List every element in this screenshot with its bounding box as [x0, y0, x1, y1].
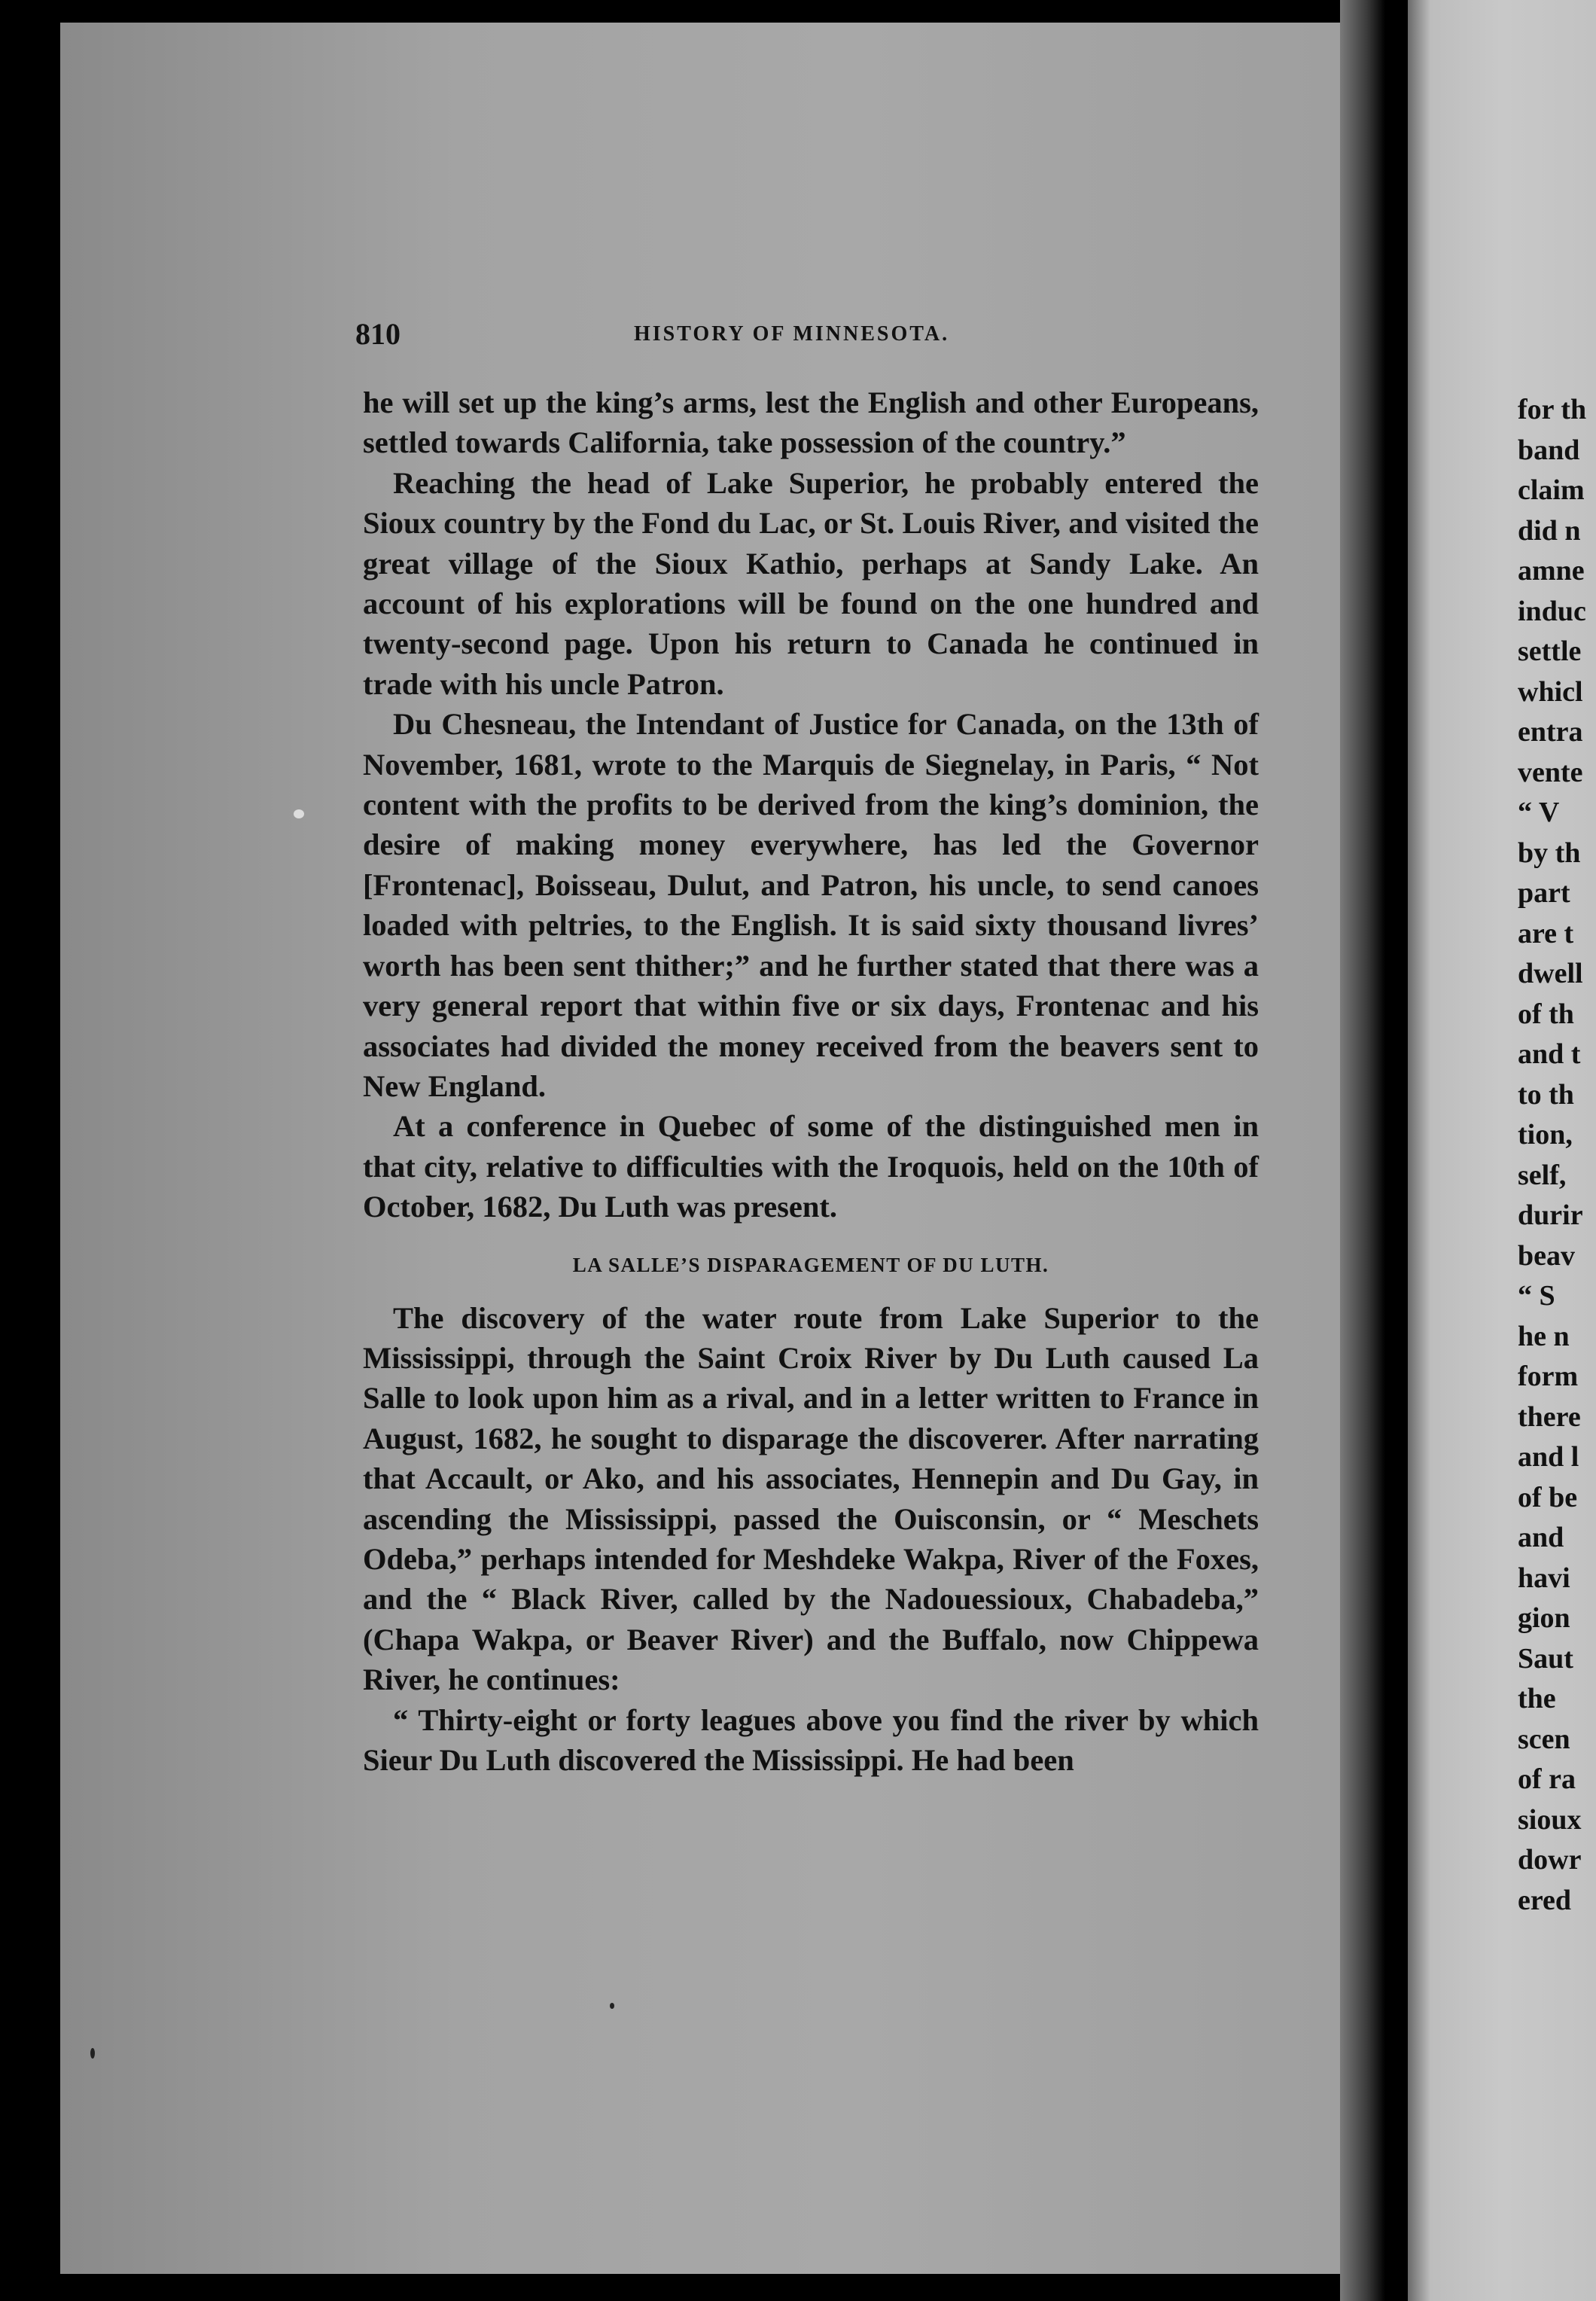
facing-page-line: of ra: [1518, 1763, 1576, 1795]
facing-page-line: settle: [1518, 635, 1582, 667]
scan-speck: [610, 2003, 614, 2009]
scan-speck: [294, 809, 304, 818]
facing-page-line: there: [1518, 1400, 1581, 1433]
facing-page-line: durir: [1518, 1199, 1583, 1231]
facing-page-line: dowr: [1518, 1844, 1582, 1876]
running-head: [355, 316, 1289, 352]
facing-page-line: for th: [1518, 394, 1587, 425]
facing-page-line: to th: [1518, 1078, 1574, 1111]
facing-page-line: “ V: [1518, 797, 1560, 828]
facing-page-line: induc: [1518, 595, 1586, 627]
body-text: [363, 382, 1259, 1780]
facing-page-line: claim: [1518, 474, 1585, 506]
facing-page-line: gion: [1518, 1602, 1570, 1634]
facing-page-line: vente: [1518, 756, 1583, 788]
facing-page-line: part: [1518, 877, 1570, 909]
facing-page-line: of be: [1518, 1481, 1578, 1513]
paragraph: Reaching the head of Lake Superior, he probably entered the Sioux country by the Fond du Lac, or St. Louis River, and visited the great village of the Sioux Kathio, perhaps at Sandy Lake. An account of his explorations will be found on the one hundred and twenty-second page. Upon his return to Canada he continued in trade with his uncle Patron.: [363, 465, 1259, 701]
running-title: HISTORY OF MINNESOTA.: [634, 322, 950, 346]
facing-page-line: beav: [1518, 1239, 1575, 1272]
facing-page-line: by th: [1518, 837, 1581, 869]
facing-page-line: and t: [1518, 1038, 1581, 1070]
facing-page-line: dwell: [1518, 958, 1583, 989]
facing-page-line: form: [1518, 1361, 1579, 1392]
paragraph: The discovery of the water route from Lake Superior to the Mississippi, through the Saint Croix River by Du Luth caused La Salle to look upon him as a rival, and in a letter written to France in August, 1682, he sought to disparage the discoverer. After narrating that Accault, or Ako, and his associates, Hennepin and Du Gay, in ascending the Mississippi, passed the Ouisconsin, or “ Meschets Odeba,” perhaps intended for Meshdeke Wakpa, River of the Foxes, and the “ Black River, called by the Nadouessioux, Chabadeba,” (Chapa Wakpa, or Beaver River) and the Buffalo, now Chippewa River, he continues:: [363, 1300, 1259, 1697]
facing-page-line: are t: [1518, 917, 1574, 949]
facing-page-line: havi: [1518, 1562, 1570, 1594]
facing-page-line: did n: [1518, 514, 1581, 547]
facing-page-line: entra: [1518, 716, 1583, 748]
facing-page-line: tion,: [1518, 1119, 1573, 1150]
facing-page-line: Saut: [1518, 1642, 1573, 1675]
facing-page-line: of th: [1518, 998, 1574, 1030]
facing-page-line: band: [1518, 434, 1580, 466]
scan-speck: [90, 2048, 95, 2059]
facing-page-line: whicl: [1518, 675, 1583, 708]
facing-page-line: scen: [1518, 1723, 1570, 1755]
section-heading: LA SALLE’S DISPARAGEMENT OF DU LUTH.: [572, 1253, 1049, 1276]
paragraph: “ Thirty-eight or forty leagues above you find the river by which Sieur Du Luth discovered the Mississippi. He had been: [363, 1702, 1259, 1777]
facing-page-line: and l: [1518, 1441, 1579, 1473]
facing-page-line: ered: [1518, 1884, 1572, 1916]
page-gutter: [1340, 0, 1385, 2301]
paragraph: he will set up the king’s arms, lest the English and other Europeans, settled towards California, take possession of the country.”: [363, 386, 1259, 460]
facing-page-line: and: [1518, 1522, 1564, 1553]
facing-page-line: sioux: [1518, 1803, 1582, 1836]
paragraph: Du Chesneau, the Intendant of Justice for Canada, on the 13th of November, 1681, wrote to the Marquis de Siegnelay, in Paris, “ Not content with the profits to be derived from the king’s dominion, the desire of making money everywhere, has led the Governor [Frontenac], Boisseau, Dulut, and Patron, his uncle, to send canoes loaded with peltries, to the English. It is said sixty thousand livres’ worth has been sent thither;” and he further stated that there was a very general report that within five or six days, Frontenac and his associates had divided the money received from the beavers sent to New England.: [363, 707, 1259, 1103]
facing-page-line: the: [1518, 1683, 1556, 1714]
facing-page-line: self,: [1518, 1159, 1567, 1191]
paragraph: At a conference in Quebec of some of the distinguished men in that city, relative to difficulties with the Iroquois, held on the 10th of October, 1682, Du Luth was present.: [363, 1109, 1259, 1224]
facing-page-line: he n: [1518, 1320, 1570, 1352]
page-number: 810: [355, 317, 401, 351]
facing-page-line: “ S: [1518, 1280, 1555, 1312]
facing-page-line: amne: [1518, 555, 1585, 587]
facing-page-text: [1518, 390, 1596, 1921]
